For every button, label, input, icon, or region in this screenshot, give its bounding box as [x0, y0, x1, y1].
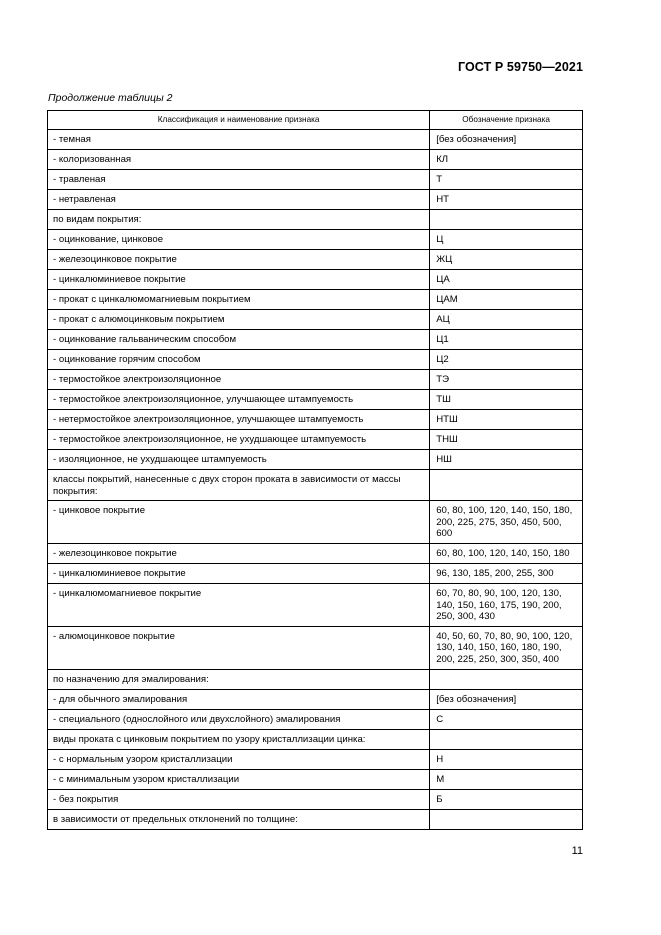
row-code [430, 669, 583, 689]
row-name: - колоризованная [48, 150, 430, 170]
row-code: 60, 80, 100, 120, 140, 150, 180 [430, 543, 583, 563]
row-name: - для обычного эмалирования [48, 689, 430, 709]
row-name: - оцинкование гальваническим способом [48, 330, 430, 350]
row-code: НШ [430, 450, 583, 470]
row-code: [без обозначения] [430, 689, 583, 709]
table-row [48, 290, 583, 310]
table-row [48, 130, 583, 150]
row-name: - нетравленая [48, 190, 430, 210]
table-row [48, 190, 583, 210]
table-row [48, 470, 583, 501]
row-code: КЛ [430, 150, 583, 170]
row-name: в зависимости от предельных отклонений по толщине: [48, 809, 430, 829]
row-name: - цинкалюминиевое покрытие [48, 270, 430, 290]
table-row [48, 501, 583, 544]
row-code: Ц [430, 230, 583, 250]
table-header-row [48, 111, 583, 130]
row-code: [без обозначения] [430, 130, 583, 150]
row-name: - нетермостойкое электроизоляционное, улучшающее штампуемость [48, 410, 430, 430]
row-name: - с минимальным узором кристаллизации [48, 769, 430, 789]
row-name: - без покрытия [48, 789, 430, 809]
row-code: ЦА [430, 270, 583, 290]
table-row [48, 450, 583, 470]
row-name: - с нормальным узором кристаллизации [48, 749, 430, 769]
table-row [48, 370, 583, 390]
table-row [48, 430, 583, 450]
row-name: - алюмоцинковое покрытие [48, 626, 430, 669]
row-name: - специального (однослойного или двухслойного) эмалирования [48, 709, 430, 729]
row-name: - цинковое покрытие [48, 501, 430, 544]
row-code: ЖЦ [430, 250, 583, 270]
document-standard-number: ГОСТ Р 59750—2021 [457, 60, 583, 74]
table-row [48, 749, 583, 769]
table-row [48, 390, 583, 410]
table-caption: Продолжение таблицы 2 [48, 92, 173, 104]
table-row [48, 270, 583, 290]
row-code: Ц2 [430, 350, 583, 370]
table-row [48, 330, 583, 350]
table-row [48, 709, 583, 729]
row-code: Н [430, 749, 583, 769]
row-code: М [430, 769, 583, 789]
table-row [48, 669, 583, 689]
row-name: по назначению для эмалирования: [48, 669, 430, 689]
row-code: 96, 130, 185, 200, 255, 300 [430, 563, 583, 583]
table-row [48, 563, 583, 583]
table-row [48, 689, 583, 709]
table-row [48, 809, 583, 829]
row-code: ТШ [430, 390, 583, 410]
table-row [48, 583, 583, 626]
row-name: - прокат с алюмоцинковым покрытием [48, 310, 430, 330]
row-name: виды проката с цинковым покрытием по узору кристаллизации цинка: [48, 729, 430, 749]
row-code [430, 809, 583, 829]
row-name: - прокат с цинкалюмомагниевым покрытием [48, 290, 430, 310]
row-name: - термостойкое электроизоляционное, не ухудшающее штампуемость [48, 430, 430, 450]
row-name: - термостойкое электроизоляционное, улучшающее штампуемость [48, 390, 430, 410]
table-row [48, 543, 583, 563]
row-name: - железоцинковое покрытие [48, 250, 430, 270]
row-code: ЦАМ [430, 290, 583, 310]
row-code: 60, 70, 80, 90, 100, 120, 130, 140, 150, 160, 175, 190, 200, 250, 300, 430 [430, 583, 583, 626]
row-name: - изоляционное, не ухудшающее штампуемость [48, 450, 430, 470]
table-row [48, 789, 583, 809]
table-row [48, 769, 583, 789]
table-row [48, 150, 583, 170]
row-code: НТ [430, 190, 583, 210]
table-row [48, 729, 583, 749]
row-code [430, 470, 583, 501]
table-row [48, 310, 583, 330]
table-row [48, 170, 583, 190]
table-row [48, 210, 583, 230]
row-name: - травленая [48, 170, 430, 190]
column-header-designation: Обозначение признака [430, 111, 583, 130]
row-code: Ц1 [430, 330, 583, 350]
row-code: ТНШ [430, 430, 583, 450]
row-code: ТЭ [430, 370, 583, 390]
row-name: - железоцинковое покрытие [48, 543, 430, 563]
row-name: - цинкалюмомагниевое покрытие [48, 583, 430, 626]
column-header-classification: Классификация и наименование признака [48, 111, 430, 130]
row-code: С [430, 709, 583, 729]
row-code [430, 729, 583, 749]
row-code: 60, 80, 100, 120, 140, 150, 180, 200, 225, 275, 350, 450, 500, 600 [430, 501, 583, 544]
row-name: - оцинкование, цинковое [48, 230, 430, 250]
table-row [48, 230, 583, 250]
row-name: классы покрытий, нанесенные с двух сторон проката в зависимости от массы покрытия: [48, 470, 430, 501]
row-name: - темная [48, 130, 430, 150]
row-code: Б [430, 789, 583, 809]
table-row [48, 250, 583, 270]
row-code: АЦ [430, 310, 583, 330]
row-name: - оцинкование горячим способом [48, 350, 430, 370]
table-row [48, 626, 583, 669]
table-row [48, 350, 583, 370]
classification-table [47, 110, 583, 830]
row-code: НТШ [430, 410, 583, 430]
row-name: - термостойкое электроизоляционное [48, 370, 430, 390]
row-code: 40, 50, 60, 70, 80, 90, 100, 120, 130, 140, 150, 160, 180, 190, 200, 225, 250, 300, 350, 400 [430, 626, 583, 669]
row-code [430, 210, 583, 230]
row-name: - цинкалюминиевое покрытие [48, 563, 430, 583]
row-code: Т [430, 170, 583, 190]
row-name: по видам покрытия: [48, 210, 430, 230]
table-row [48, 410, 583, 430]
page-number: 11 [571, 845, 583, 857]
